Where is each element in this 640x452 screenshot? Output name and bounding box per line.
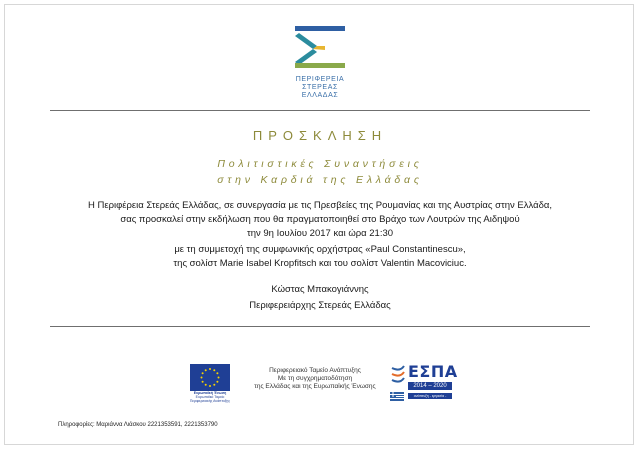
signatory-role: Περιφερειάρχης Στερεάς Ελλάδας [249, 300, 391, 311]
body-line-1: Η Περιφέρεια Στερεάς Ελλάδας, σε συνεργασία με τις Πρεσβείες της Ρουμανίας και της Αυστρίας στην Ελλάδα, [87, 200, 553, 211]
signatory-name: Κώστας Μπακογιάννης [271, 284, 369, 295]
eu-logo [189, 364, 231, 403]
fund-line-3: της Ελλάδας και της Ευρωπαϊκής Ένωσης [254, 383, 376, 390]
logo-text-line3: ΕΛΛΑΔΑΣ [301, 92, 339, 99]
espa-swoosh-icon [390, 364, 406, 390]
fund-line-1: Περιφερειακό Ταμείο Ανάπτυξης [269, 367, 361, 374]
body-line-2: σας προσκαλεί στην εκδήλωση που θα πραγματοποιηθεί στο Βράχο των Λουτρών της Αιδηψού [120, 214, 520, 225]
subtitle-line2: στην Καρδιά της Ελλάδας [217, 174, 423, 186]
fund-line-2: Με τη συγχρηματοδότηση [277, 375, 353, 382]
eu-flag-icon [190, 364, 230, 391]
sigma-logo-icon [293, 24, 347, 70]
logo-text-line2: ΣΤΕΡΕΑΣ [302, 84, 338, 91]
eu-caption-2: Ευρωπαϊκό Ταμείο [195, 395, 225, 399]
greek-flag-icon [390, 392, 404, 401]
top-divider [50, 110, 590, 111]
espa-logo [390, 362, 458, 404]
logo-text-line1: ΠΕΡΙΦΕΡΕΙΑ [295, 76, 345, 83]
fund-text [250, 367, 380, 391]
espa-wordmark: ΕΣΠΑ [408, 362, 458, 381]
body-line-4: με τη συμμετοχή της συμφωνικής ορχήστρας «Paul Constantinescu», [174, 244, 466, 255]
event-date: την 9η Ιουλίου 2017 και ώρα 21:30 [246, 228, 394, 239]
eu-caption-1: Ευρωπαϊκή Ένωση [193, 391, 227, 395]
eu-caption-3: Περιφερειακής Ανάπτυξης [189, 399, 231, 403]
espa-years: 2014 – 2020 [408, 382, 452, 390]
espa-tagline: ανάπτυξη - εργασία - αλληλεγγύη [408, 393, 452, 399]
subtitle-line1: Πολιτιστικές Συναντήσεις [217, 158, 423, 170]
body-line-5: της σολίστ Marie Isabel Kropfitsch και του σολίστ Valentin Macoviciuc. [173, 258, 467, 269]
bottom-divider [50, 326, 590, 327]
region-logo [289, 24, 351, 104]
contact-info: Πληροφορίες: Μαριάννα Λιάσκου 2221353591, 2221353790 [58, 422, 218, 428]
invitation-title: ΠΡΟΣΚΛΗΣΗ [252, 128, 388, 143]
